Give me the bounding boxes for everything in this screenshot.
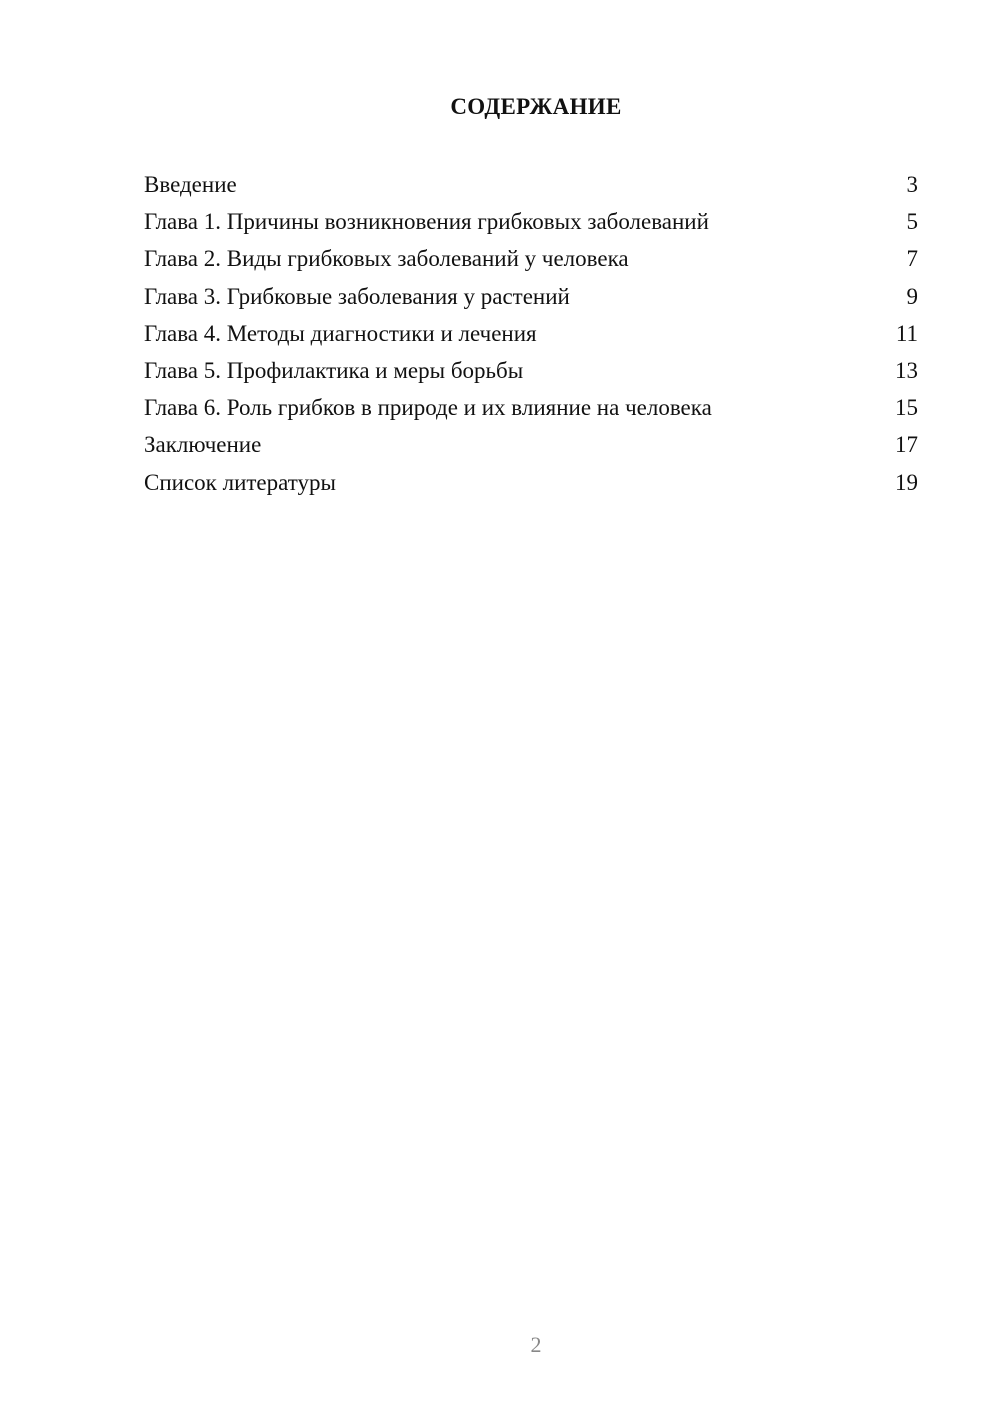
toc-entry-title: Глава 6. Роль грибков в природе и их влияние на человека (144, 395, 712, 421)
toc-entry-title: Глава 5. Профилактика и меры борьбы (144, 357, 524, 383)
toc-entry-title: Заключение (144, 432, 262, 458)
toc-entry-title: Глава 4. Методы диагностики и лечения (144, 320, 537, 346)
toc-entry-references (144, 466, 918, 503)
toc-entry-page: 17 (895, 432, 918, 458)
toc-entry-title: Глава 1. Причины возникновения грибковых заболеваний (144, 209, 709, 235)
toc-entry-chapter-2 (144, 242, 918, 279)
table-of-contents (144, 168, 918, 503)
toc-entry-page: 7 (906, 246, 918, 272)
toc-entry-page: 19 (895, 469, 918, 495)
toc-entry-page: 5 (906, 209, 918, 235)
page-number: 2 (530, 1332, 542, 1357)
toc-entry-title: Введение (144, 172, 237, 197)
toc-entry-page: 13 (895, 357, 918, 383)
toc-entry-page: 3 (906, 172, 918, 197)
toc-entry-chapter-4 (144, 317, 918, 354)
toc-entry-introduction (144, 168, 918, 205)
toc-entry-title: Глава 3. Грибковые заболевания у растений (144, 283, 570, 309)
toc-entry-conclusion (144, 428, 918, 465)
toc-entry-chapter-3 (144, 280, 918, 317)
page-title: СОДЕРЖАНИЕ (450, 94, 622, 119)
toc-entry-chapter-6 (144, 391, 918, 428)
toc-entry-title: Список литературы (144, 469, 336, 495)
toc-entry-title: Глава 2. Виды грибковых заболеваний у человека (144, 246, 629, 272)
toc-entry-chapter-5 (144, 354, 918, 391)
toc-entry-chapter-1 (144, 205, 918, 242)
toc-entry-page: 11 (895, 320, 918, 346)
toc-entry-page: 9 (906, 283, 918, 309)
toc-entry-page: 15 (895, 395, 918, 421)
